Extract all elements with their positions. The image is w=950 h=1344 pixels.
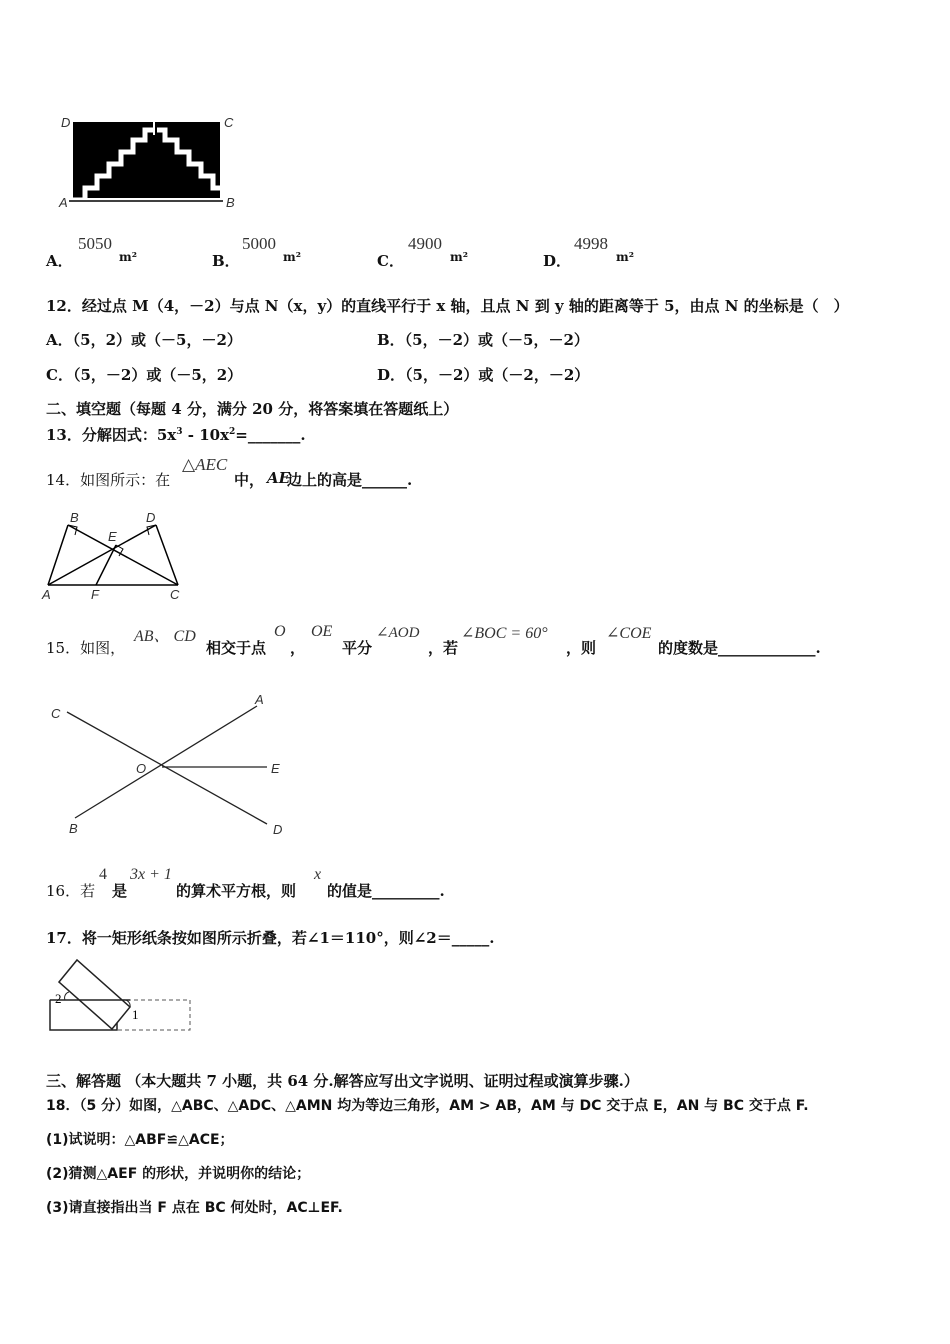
label-f: F: [91, 587, 99, 602]
q16-t3: 的值是_________.: [327, 882, 445, 900]
q18-question: 18．（5 分）如图，△ABC、△ADC、△AMN 均为等边三角形，AM > AB，AM 与 DC 交于点 E，AN 与 BC 交于点 F.: [46, 1098, 809, 1114]
figure-q17-folded-strip: [45, 955, 200, 1040]
section-2-heading: 二、填空题（每题 4 分，满分 20 分，将答案填在答题纸上）: [46, 400, 459, 418]
option-value: 5000: [242, 234, 276, 253]
q15-t4: ，若: [428, 639, 459, 657]
label-b: B: [70, 510, 79, 525]
option-value: 5050: [78, 234, 112, 253]
figure-q15-intersecting-lines: [45, 690, 295, 840]
line-ab: [75, 706, 257, 818]
q16-t2: 的算术平方根，则: [176, 882, 297, 900]
q17-question: 17．将一矩形纸条按如图所示折叠，若∠1＝110°，则∠2＝_____.: [46, 929, 495, 947]
label-o: O: [136, 761, 147, 776]
q15-prefix: 15．如图，: [46, 639, 126, 657]
label-c: C: [51, 706, 61, 721]
q15-t2: ，: [290, 639, 306, 657]
segment-fe: [96, 545, 116, 585]
option-letter: D．: [543, 252, 572, 270]
option-unit: m²: [450, 250, 468, 264]
q16-expression: 3x + 1: [130, 866, 172, 883]
option-letter: C．: [377, 252, 404, 270]
q15-angle-aod: ∠AOD: [376, 625, 420, 641]
q13-exp2: 2: [229, 427, 236, 437]
q16-four: 4: [99, 866, 107, 883]
q13-prefix: 13．分解因式：5x: [46, 426, 177, 444]
q18-part-3: (3)请直接指出当 F 点在 BC 何处时，AC⊥EF.: [46, 1200, 343, 1216]
q15-angle-coe: ∠COE: [606, 625, 652, 642]
q15-t6: 的度数是_____________.: [658, 639, 821, 657]
q13-suffix: =_______.: [235, 426, 306, 444]
label-e: E: [271, 761, 280, 776]
label-angle-2: 2: [55, 991, 62, 1006]
q15-t5: ，则: [566, 639, 597, 657]
q14-ae: AE: [267, 469, 291, 487]
q14-mid: 中，: [234, 471, 265, 489]
q13-exp1: 3: [176, 427, 183, 437]
label-a: A: [255, 692, 264, 707]
figure-q11-stair-diagram: [55, 110, 255, 215]
q18-part-1: (1)试说明：△ABF≌△ACE；: [46, 1132, 234, 1148]
side-dc: [156, 525, 178, 585]
q16-x: x: [314, 866, 322, 883]
label-e: E: [108, 529, 117, 544]
folded-part: [59, 960, 130, 1029]
label-d: D: [146, 510, 156, 525]
q15-t3: 平分: [342, 639, 373, 657]
side-ad: [48, 525, 156, 585]
option-letter: B．: [212, 252, 240, 270]
q15-oe: OE: [311, 623, 333, 640]
figure-q14-triangles: [38, 505, 198, 605]
q13-question: [46, 424, 306, 445]
label-d: D: [273, 822, 283, 837]
label-a: A: [42, 587, 51, 602]
angle-2-arc: [65, 992, 69, 1000]
q15-ab-cd: AB、 CD: [134, 628, 196, 645]
option-letter: A．: [46, 252, 73, 270]
q12-option-c: C．（5，－2）或（－5，2）: [46, 366, 243, 384]
option-unit: m²: [283, 250, 301, 264]
label-angle-1: 1: [132, 1007, 139, 1022]
section-3-heading: 三、解答题 （本大题共 7 小题，共 64 分.解答应写出文字说明、证明过程或演算步骤.）: [46, 1072, 639, 1090]
option-unit: m²: [616, 250, 634, 264]
q18-part-2: (2)猜测△AEF 的形状，并说明你的结论；: [46, 1166, 311, 1182]
label-b: B: [69, 821, 78, 836]
option-value: 4998: [574, 234, 608, 253]
q12-option-b: B．（5，－2）或（－5，－2）: [377, 331, 589, 349]
q16-t1: 是: [112, 882, 128, 900]
side-bc: [68, 525, 178, 585]
line-cd: [67, 712, 267, 824]
q15-question: [46, 623, 926, 663]
q12-question: 12．经过点 M（4，－2）与点 N（x，y）的直线平行于 x 轴，且点 N 到 y 轴的距离等于 5，由点 N 的坐标是（ ）: [46, 297, 849, 315]
option-unit: m²: [119, 250, 137, 264]
label-a: A: [59, 195, 68, 210]
q15-o: O: [274, 623, 286, 640]
label-b: B: [226, 195, 235, 210]
q14-prefix: 14．如图所示：在: [46, 471, 171, 489]
q12-option-d: D．（5，－2）或（－2，－2）: [377, 366, 590, 384]
q13-mid: - 10x: [182, 426, 230, 444]
q14-triangle: △AEC: [182, 455, 228, 474]
q15-angle-boc: ∠BOC = 60°: [461, 625, 548, 642]
q16-question: [46, 866, 646, 906]
label-d: D: [61, 115, 71, 130]
q14-suffix: 边上的高是______.: [287, 471, 413, 489]
option-value: 4900: [408, 234, 442, 253]
label-c: C: [170, 587, 180, 602]
q16-prefix: 16．若: [46, 882, 96, 900]
q15-t1: 相交于点: [206, 639, 267, 657]
label-c: C: [224, 115, 234, 130]
q12-option-a: A．（5，2）或（－5，－2）: [46, 331, 242, 349]
